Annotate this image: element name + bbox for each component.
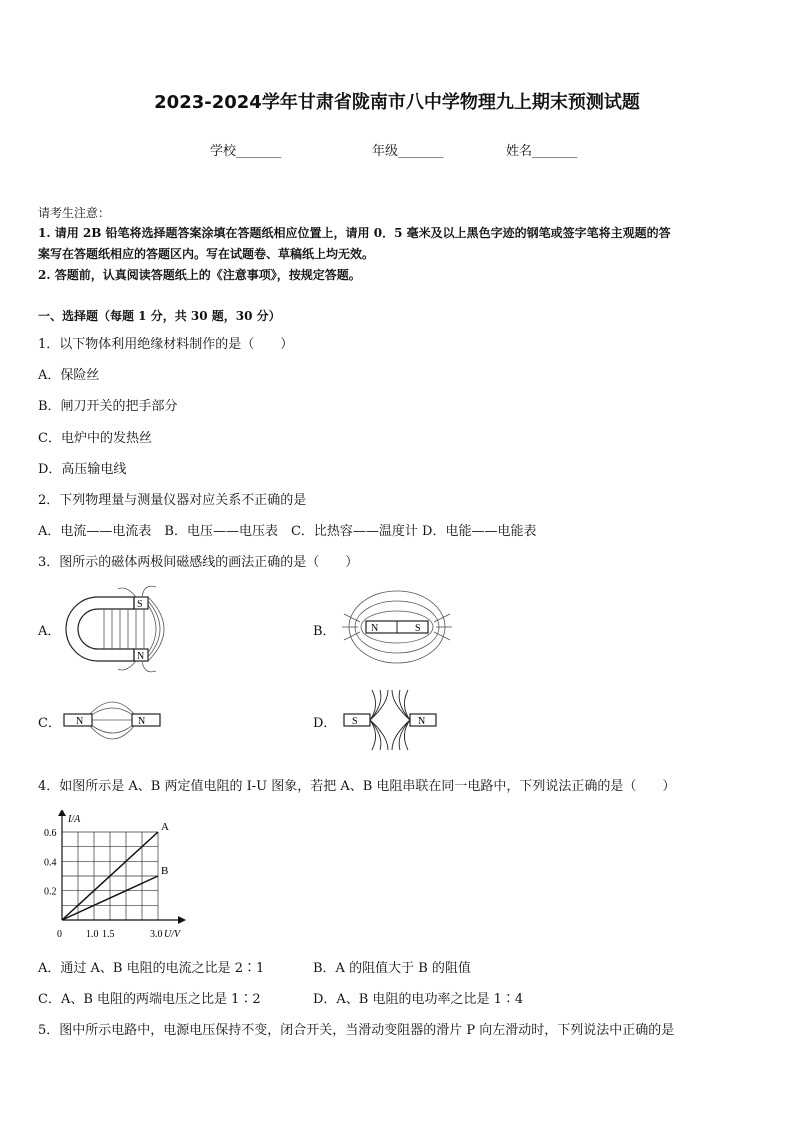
q3-figure-c: [62, 688, 164, 754]
x-tick-label: 1.0: [86, 929, 99, 940]
series-label-A: A: [161, 821, 169, 833]
y-axis-arrow: [58, 810, 66, 816]
q3-label-a: A．: [38, 624, 61, 639]
q3-label-b: B．: [313, 624, 336, 639]
q1-stem: 1．以下物体利用绝缘材料制作的是（ ）: [38, 337, 294, 352]
grade-label: 年级: [372, 144, 399, 159]
page-title: 2023-2024学年甘肃省陇南市八中学物理九上期末预测试题: [154, 92, 640, 113]
q3-label-d: D．: [313, 716, 337, 731]
y-tick-label: 0.2: [44, 886, 57, 898]
grade-field: [372, 140, 444, 159]
school-field: [210, 140, 282, 159]
q5-stem: 5．图中所示电路中，电源电压保持不变，闭合开关，当滑动变阻器的滑片 P 向左滑动时，下列说法中正确的是: [38, 1023, 675, 1038]
y-tick-label: 0.4: [44, 857, 57, 869]
x-tick-label: 0: [57, 929, 62, 940]
iu-chart: [30, 810, 200, 944]
q3d-pole-n: N: [418, 716, 426, 727]
notice-line-1: 1. 请用 2B 铅笔将选择题答案涂填在答题纸相应位置上，请用 0．5 毫米及以上黑色字迹的钢笔或签字笔将主观题的答: [38, 226, 671, 240]
q1-option-c: C．电炉中的发热丝: [38, 431, 152, 446]
name-label: 姓名: [506, 144, 533, 159]
q3b-pole-s: S: [415, 623, 421, 634]
q1-option-a: A．保险丝: [38, 368, 100, 383]
q3b-pole-n: N: [371, 623, 379, 634]
name-blank: _______: [532, 144, 578, 159]
q3a-pole-n: N: [137, 651, 145, 662]
section-heading: 一、选择题（每题 1 分，共 30 题，30 分）: [38, 309, 281, 323]
q2-stem: 2．下列物理量与测量仪器对应关系不正确的是: [38, 493, 307, 508]
y-tick-label: 0.6: [44, 828, 57, 839]
q4-option-b: B．A 的阻值大于 B 的阻值: [313, 961, 471, 976]
x-tick-label: 3.0: [150, 929, 163, 940]
q3-figure-a: [64, 583, 184, 675]
name-field: [506, 140, 578, 159]
x-axis-label: U/V: [164, 929, 181, 940]
q3-figure-d: [340, 686, 440, 754]
q3c-pole-n-left: N: [76, 716, 84, 727]
y-axis-label: I/A: [68, 814, 81, 825]
q3-label-c: C．: [38, 716, 61, 731]
q4-stem: 4．如图所示是 A、B 两定值电阻的 I-U 图象，若把 A、B 电阻串联在同一电路中，下列说法正确的是（ ）: [38, 779, 676, 794]
q3-figure-b: [338, 584, 456, 670]
grade-blank: _______: [398, 144, 444, 159]
q4-option-c: C．A、B 电阻的两端电压之比是 1∶2: [38, 992, 261, 1007]
school-label: 学校: [210, 144, 237, 159]
q3-stem: 3．图所示的磁体两极间磁感线的画法正确的是（ ）: [38, 555, 359, 570]
x-axis-arrow: [178, 916, 186, 924]
q3a-pole-s: S: [137, 599, 143, 610]
x-tick-label: 1.5: [102, 929, 115, 940]
q3d-pole-s: S: [352, 716, 358, 727]
q3c-pole-n-right: N: [138, 716, 146, 727]
q4-option-d: D．A、B 电阻的电功率之比是 1∶4: [313, 992, 524, 1007]
notice-heading: 请考生注意：: [38, 206, 111, 220]
q4-option-a: A．通过 A、B 电阻的电流之比是 2∶1: [38, 961, 265, 976]
q2-options: A．电流——电流表 B．电压——电压表 C．比热容——温度计 D．电能——电能表: [38, 524, 537, 539]
q1-option-d: D．高压输电线: [38, 462, 127, 477]
series-label-B: B: [161, 865, 169, 877]
q1-option-b: B．闸刀开关的把手部分: [38, 399, 178, 414]
notice-line-2: 2. 答题前，认真阅读答题纸上的《注意事项》，按规定答题。: [38, 268, 361, 282]
notice-line-1b: 案写在答题纸相应的答题区内。写在试题卷、草稿纸上均无效。: [38, 247, 375, 261]
school-blank: _______: [236, 144, 282, 159]
